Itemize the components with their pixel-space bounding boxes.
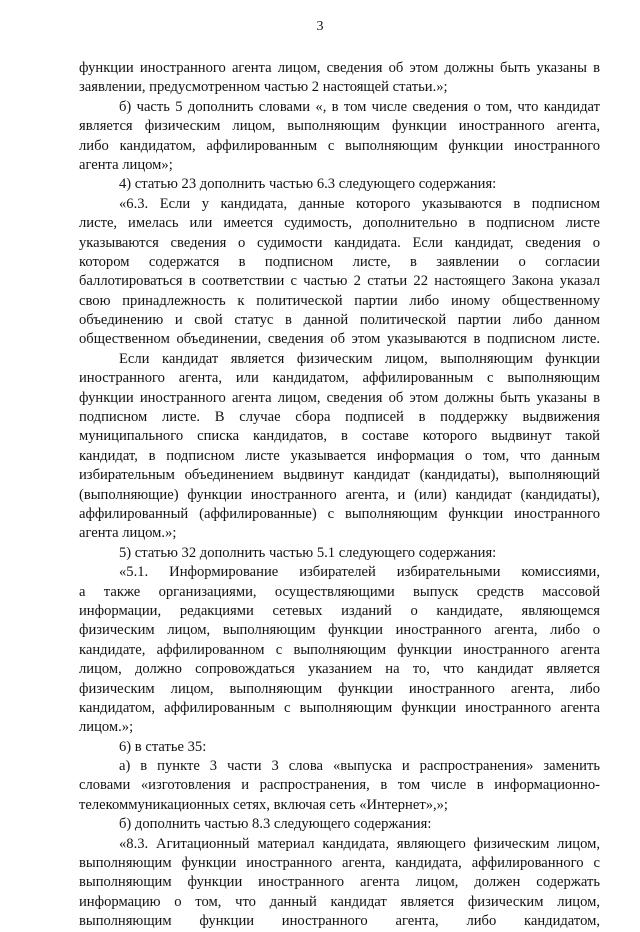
text-line: выполняющим функции иностранного агента, либо кандидатом,: [79, 913, 600, 930]
text-line: подписном листе. В случае сбора подписей в поддержку выдвижения: [79, 409, 600, 426]
text-line: общественном объединении, сведения об этом указываются в подписном листе.: [79, 331, 600, 348]
text-line: муниципального списка кандидатов, в составе которого выдвинут такой: [79, 428, 600, 445]
text-line: 5) статью 32 дополнить частью 5.1 следующего содержания:: [119, 544, 497, 561]
text-line: б) дополнить частью 8.3 следующего содержания:: [119, 816, 432, 833]
text-line: свою принадлежность к политической партии либо иному общественному: [79, 292, 600, 309]
page-number: 3: [316, 19, 324, 34]
text-line: лицом.»;: [79, 719, 134, 736]
text-line: кандидатом, аффилированным с выполняющим функции иностранного агента: [79, 699, 600, 716]
text-line: а также организациями, осуществляющими выпуск средств массовой: [79, 583, 600, 600]
text-line: «6.3. Если у кандидата, данные которого указываются в подписном: [119, 195, 600, 212]
text-line: агента лицом»;: [79, 156, 173, 173]
text-line: избирательным объединением выдвинут кандидат (кандидаты), выполняющий: [79, 467, 600, 484]
text-line: а) в пункте 3 части 3 слова «выпуска и распространения» заменить: [119, 758, 600, 775]
text-line: выполняющим функции иностранного агента лицом, должен содержать: [79, 874, 600, 891]
text-line: объединению и свой статус в данной политической партии либо данном: [79, 312, 600, 329]
text-line: указываются сведения о судимости кандидата. Если кандидат, сведения о: [79, 234, 600, 251]
text-line: б) часть 5 дополнить словами «, в том числе сведения о том, что кандидат: [119, 98, 600, 115]
text-line: кандидат, в подписном листе указывается информация о том, что данным: [79, 447, 600, 464]
text-line: телекоммуникационных сетях, включая сеть «Интернет»,»;: [79, 796, 448, 813]
text-line: аффилированный (аффилированные) с выполняющим функции иностранного: [79, 505, 600, 522]
text-line: баллотироваться в соответствии с частью 2 статьи 22 настоящего Закона указал: [79, 273, 600, 290]
text-line: «5.1. Информирование избирателей избирательными комиссиями,: [119, 564, 600, 581]
text-line: выполняющим функции иностранного агента, кандидата, аффилированного с: [79, 855, 600, 872]
text-line: информацию о том, что данный кандидат является физическим лицом,: [79, 893, 600, 910]
text-line: (выполняющие) функции иностранного агента, и (или) кандидат (кандидаты),: [79, 486, 600, 503]
text-line: информации, редакциями сетевых изданий о кандидате, являющемся: [79, 602, 600, 619]
text-line: либо кандидатом, аффилированным с выполняющим функции иностранного: [79, 137, 600, 154]
text-line: иностранного агента, или кандидатом, аффилированным с выполняющим: [79, 370, 600, 387]
text-line: «8.3. Агитационный материал кандидата, являющего физическим лицом,: [119, 835, 600, 852]
text-line: словами «изготовления и распространения, в том числе в информационно-: [79, 777, 600, 794]
text-line: заявлении, предусмотренном частью 2 настоящей статьи.»;: [79, 79, 448, 96]
text-line: физическим лицом, выполняющим функции иностранного агента, либо: [79, 680, 600, 697]
text-line: кандидате, аффилированном с выполняющим функции иностранного агента: [79, 641, 600, 658]
text-line: котором содержатся в подписном листе, в заявлении о согласии: [79, 253, 600, 270]
document-body: [79, 59, 600, 932]
text-line: физическим лицом, выполняющим функции иностранного агента, либо о: [79, 622, 600, 639]
text-line: Если кандидат является физическим лицом, выполняющим функции: [119, 350, 600, 367]
text-line: является физическим лицом, выполняющим функции иностранного агента,: [79, 118, 600, 135]
text-line: 4) статью 23 дополнить частью 6.3 следующего содержания:: [119, 176, 497, 193]
text-line: листе, имелась или имеется судимость, дополнительно в подписном листе: [79, 215, 600, 232]
text-line: функции иностранного агента лицом, сведения об этом должны быть указаны в: [79, 60, 600, 76]
text-line: функции иностранного агента лицом, сведения об этом должны быть указаны в: [79, 389, 600, 406]
text-line: лицом, должно сопровождаться указанием на то, что кандидат является: [79, 661, 600, 678]
text-line: агента лицом.»;: [79, 525, 177, 542]
text-line: 6) в статье 35:: [119, 738, 207, 755]
